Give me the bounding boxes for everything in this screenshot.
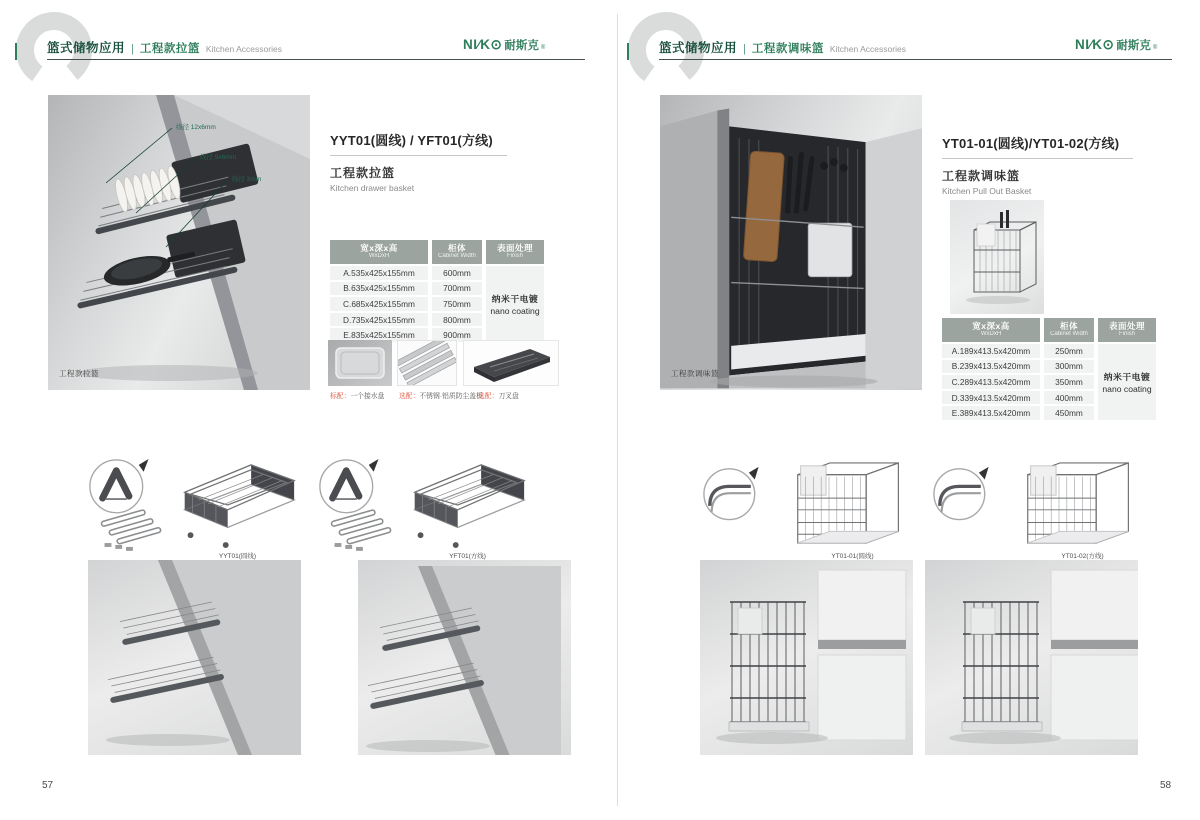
- header-rule: [659, 59, 1172, 60]
- product-title-block: [330, 130, 507, 193]
- table-cell-cabinet: 450mm: [1044, 406, 1094, 420]
- header-category: 篮式储物应用: [47, 41, 126, 55]
- mini-product-photo: [950, 200, 1044, 314]
- wire-annotation-2: 线径 9x6mm: [200, 154, 237, 161]
- option-caption-2: 选配：不锈钢·铝质防尘盖板: [399, 393, 483, 400]
- table-cell-cabinet: 300mm: [1044, 360, 1094, 374]
- line-drawing-round-wire: [85, 452, 300, 560]
- product-name-cn: 工程款拉篮: [330, 166, 396, 180]
- page-header: [47, 38, 282, 56]
- table-cell-size: D.735x425x155mm: [330, 313, 428, 327]
- table-cell-size: A.535x425x155mm: [330, 266, 428, 280]
- edge-accent-bar: [627, 43, 629, 60]
- table-cell-cabinet: 350mm: [1044, 375, 1094, 389]
- col-header-cabinet: 柜体 Cabinet Width: [432, 240, 482, 264]
- main-product-photo: [660, 95, 922, 390]
- table-cell-size: A.189x413.5x420mm: [942, 344, 1040, 358]
- edge-accent-bar: [15, 43, 17, 60]
- wire-annotation-3: 线径 3mm: [232, 176, 262, 183]
- col-header-finish: 表面处理 Finish: [1098, 318, 1156, 342]
- product-model: YT01-01(圆线)/YT01-02(方线): [942, 133, 1133, 159]
- detail-photo-2: [358, 560, 571, 755]
- table-cell-size: D.339x413.5x420mm: [942, 391, 1040, 405]
- option-caption-3: 选配：刀叉盘: [478, 393, 519, 400]
- logo-registered-mark: ®: [540, 45, 546, 51]
- logo-nisko-text: NI∕K⊙: [1075, 37, 1115, 52]
- line-drawing-square-wire: [315, 452, 530, 560]
- page-number: 57: [42, 780, 54, 791]
- detail-photo-1: [700, 560, 913, 755]
- page-number: 58: [1160, 780, 1172, 791]
- catalog-page-58: [612, 0, 1200, 820]
- table-cell-cabinet: 700mm: [432, 282, 482, 296]
- drawing-caption: YYT01(圆线): [218, 553, 257, 560]
- option-photo-cutlery-tray: [463, 340, 559, 386]
- header-divider: |: [131, 43, 134, 55]
- option-photo-drip-tray: [328, 340, 392, 386]
- drawing-caption: YFT01(方线): [449, 553, 486, 560]
- header-rule: [47, 59, 585, 60]
- table-cell-size: E.389x413.5x420mm: [942, 406, 1040, 420]
- header-section-en: Kitchen Accessories: [829, 44, 906, 54]
- header-section-en: Kitchen Accessories: [205, 44, 282, 54]
- logo-chinese-text: 耐斯克: [504, 40, 539, 52]
- brand-logo: [463, 37, 545, 53]
- spec-table: [942, 318, 1156, 420]
- finish-cell: 纳米干电镀 nano coating: [486, 266, 544, 342]
- page-header: [659, 38, 906, 56]
- detail-photo-2: [925, 560, 1138, 755]
- drawing-caption: YT01-01(圆线): [831, 553, 874, 560]
- spec-table: [330, 240, 544, 342]
- table-cell-cabinet: 400mm: [1044, 391, 1094, 405]
- header-section: 工程款调味篮: [751, 43, 824, 55]
- col-header-cabinet: 柜体 Cabinet Width: [1044, 318, 1094, 342]
- product-name-en: Kitchen Pull Out Basket: [942, 186, 1032, 196]
- line-drawing-square-wire: [930, 452, 1145, 560]
- table-cell-size: C.685x425x155mm: [330, 297, 428, 311]
- table-cell-size: C.289x413.5x420mm: [942, 375, 1040, 389]
- finish-cell: 纳米干电镀 nano coating: [1098, 344, 1156, 420]
- table-cell-cabinet: 750mm: [432, 297, 482, 311]
- col-header-finish: 表面处理 Finish: [486, 240, 544, 264]
- option-photo-dust-board: [397, 340, 457, 386]
- header-divider: |: [743, 43, 746, 55]
- table-cell-cabinet: 900mm: [432, 328, 482, 342]
- brand-logo: [1075, 37, 1157, 53]
- product-name-cn: 工程款调味篮: [942, 169, 1021, 183]
- product-name-en: Kitchen drawer basket: [330, 183, 415, 193]
- product-title-block: [942, 133, 1133, 196]
- wire-annotation-1: 线径 12x6mm: [176, 124, 216, 131]
- drawer-basket-render: [48, 95, 310, 390]
- product-model: YYT01(圆线) / YFT01(方线): [330, 130, 507, 156]
- header-category: 篮式储物应用: [659, 41, 738, 55]
- photo-caption: 工程款拉篮: [59, 369, 99, 378]
- col-header-size: 宽x深x高 WxDxH: [942, 318, 1040, 342]
- table-cell-cabinet: 600mm: [432, 266, 482, 280]
- logo-nisko-text: NI∕K⊙: [463, 37, 503, 52]
- option-caption-1: 标配：一个接水盘: [330, 393, 385, 400]
- table-cell-size: B.239x413.5x420mm: [942, 360, 1040, 374]
- header-section: 工程款拉篮: [139, 43, 200, 55]
- logo-chinese-text: 耐斯克: [1116, 40, 1151, 52]
- detail-photo-1: [88, 560, 301, 755]
- logo-registered-mark: ®: [1152, 45, 1158, 51]
- col-header-size: 宽x深x高 WxDxH: [330, 240, 428, 264]
- drawing-caption: YT01-02(方线): [1061, 553, 1104, 560]
- main-product-photo: [48, 95, 310, 390]
- table-cell-size: B.635x425x155mm: [330, 282, 428, 296]
- photo-caption: 工程款调味篮: [671, 369, 719, 378]
- table-cell-size: E.835x425x155mm: [330, 328, 428, 342]
- table-cell-cabinet: 250mm: [1044, 344, 1094, 358]
- pullout-basket-render: [660, 95, 922, 390]
- line-drawing-round-wire: [700, 452, 915, 560]
- table-cell-cabinet: 800mm: [432, 313, 482, 327]
